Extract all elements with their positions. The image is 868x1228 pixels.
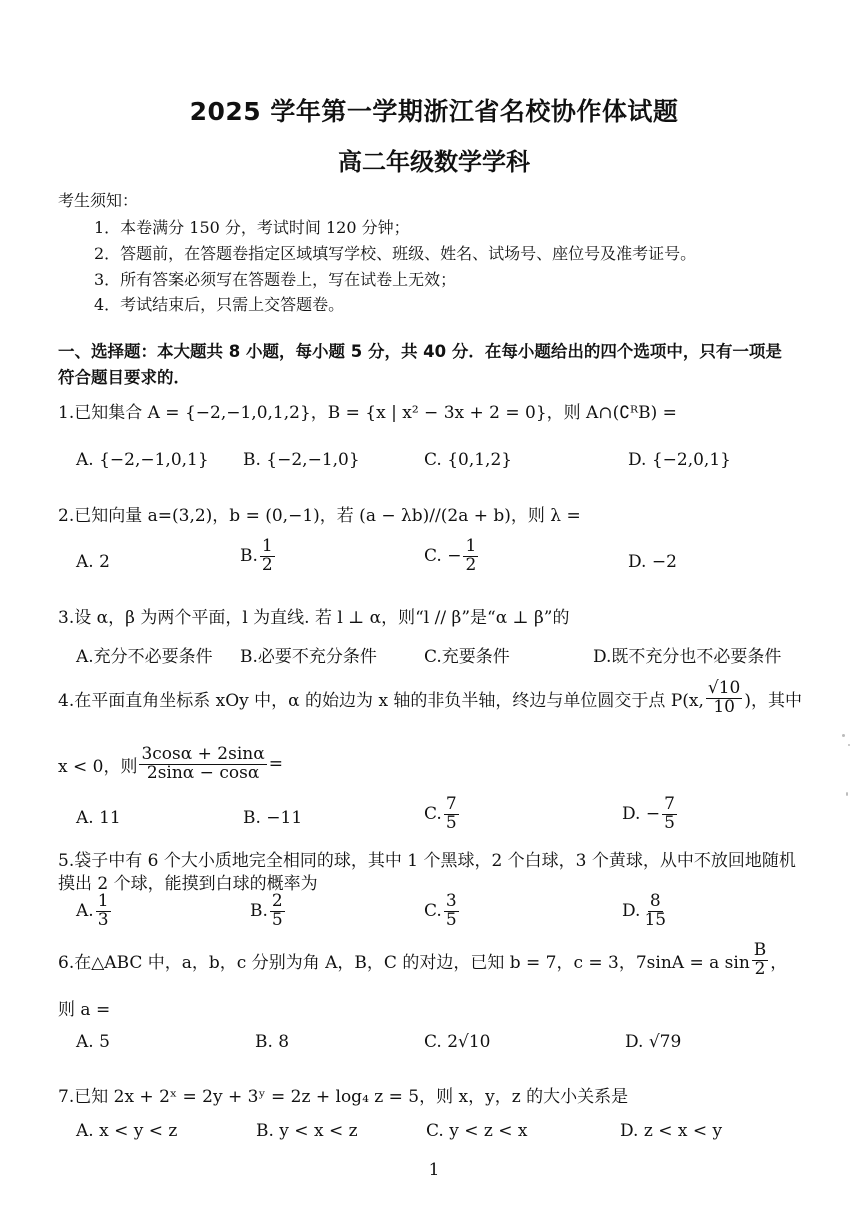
- exam-subject: 高二年级数学学科: [338, 148, 530, 176]
- q6-option-d: D. √79: [625, 1032, 682, 1052]
- q5-option-b: [250, 893, 287, 930]
- q1-option-c: C. {0,1,2}: [424, 450, 513, 470]
- q7-option-b: B. y < x < z: [256, 1121, 358, 1141]
- page-number: 1: [428, 1160, 440, 1180]
- option-label: D. −: [622, 804, 661, 825]
- notice-item: 2．答题前，在答题卷指定区域填写学校、班级、姓名、试场号、座位号及准考证号。: [94, 244, 697, 263]
- question-4-stem: 4.在平面直角坐标系 xOy 中，α 的始边为 x 轴的非负半轴，终边与单位圆交于点 P(x, $\frac{√10}{10}$ )，其中: [58, 678, 803, 717]
- q7-option-c: C. y < z < x: [426, 1121, 528, 1141]
- q3-option-b: B.必要不充分条件: [240, 647, 377, 667]
- question-7-stem: 7.已知 2x + 2ˣ = 2y + 3ʸ = 2z + log₄ z = 5，则 x，y，z 的大小关系是: [58, 1087, 629, 1107]
- fraction: $\frac{1}{2}$: [261, 536, 273, 575]
- question-6-stem: 6.在△ABC 中，a，b，c 分别为角 A，B，C 的对边，已知 b = 7，c = 3，7sinA = a sin $\frac{B}{2}$ ，: [58, 940, 788, 979]
- notice-item: 4．考试结束后，只需上交答题卷。: [94, 295, 345, 314]
- point-fraction: $\frac{√10}{10}$: [707, 678, 741, 717]
- fraction: $\frac{3}{5}$: [445, 891, 457, 930]
- q2-option-a: A. 2: [76, 552, 110, 572]
- q6-option-b: B. 8: [255, 1032, 290, 1052]
- notice-item: 1．本卷满分 150 分，考试时间 120 分钟；: [94, 218, 410, 237]
- q1-option-a: A. {−2,−1,0,1}: [76, 450, 209, 470]
- half-angle-fraction: $\frac{B}{2}$: [753, 940, 767, 979]
- section-heading: 一、选择题：本大题共 8 小题，每小题 5 分，共 40 分．在每小题给出的四个选项中，只有一项是: [58, 342, 782, 361]
- fraction: $\frac{1}{3}$: [97, 891, 109, 930]
- q5-option-d: [622, 893, 670, 930]
- question-5-stem: 5.袋子中有 6 个大小质地完全相同的球，其中 1 个黑球，2 个白球，3 个黄球，从中不放回地随机: [58, 851, 796, 871]
- q4-option-c: [424, 796, 461, 833]
- q6-option-c: C. 2√10: [424, 1032, 491, 1052]
- fraction: $\frac{7}{5}$: [664, 794, 675, 833]
- q6-option-a: A. 5: [76, 1032, 110, 1052]
- option-label: A.: [76, 901, 94, 922]
- notice-item: 3．所有答案必须写在答题卷上，写在试卷上无效；: [94, 270, 457, 289]
- option-label: C.: [424, 804, 442, 825]
- q3-option-a: A.充分不必要条件: [76, 647, 213, 667]
- q7-option-d: D. z < x < y: [620, 1121, 723, 1141]
- option-label: C. −: [424, 546, 462, 567]
- question-4-stem-cont: x < 0，则 $\frac{3\cos\alpha + 2\sin\alpha}{2\sin\alpha - \cos\alpha}$ =: [58, 744, 283, 783]
- fraction: $\frac{8}{15}$: [644, 891, 667, 930]
- q2-option-b: [240, 538, 277, 575]
- q5-option-c: [424, 893, 461, 930]
- q7-option-a: A. x < y < z: [76, 1121, 178, 1141]
- q1-option-d: D. {−2,0,1}: [628, 450, 731, 470]
- notice-heading: 考生须知：: [58, 191, 139, 210]
- q5-option-a: [76, 893, 113, 930]
- question-2-stem: 2.已知向量 a=(3,2)，b = (0,−1)，若 (a − λb)//(2a + b)，则 λ =: [58, 506, 581, 526]
- q4-option-d: [622, 796, 679, 833]
- question-1-stem: 1.已知集合 A = {−2,−1,0,1,2}，B = {x | x² − 3x + 2 = 0}，则 A∩(∁ᴿB) =: [58, 403, 677, 423]
- scan-speck: [846, 792, 848, 796]
- q1-option-b: B. {−2,−1,0}: [243, 450, 360, 470]
- q2-option-c: [424, 538, 480, 575]
- option-label: B.: [250, 901, 268, 922]
- option-label: D.: [622, 901, 641, 922]
- section-heading-cont: 符合题目要求的．: [58, 368, 190, 387]
- q3-option-d: D.既不充分也不必要条件: [593, 647, 782, 667]
- fraction: $\frac{2}{5}$: [271, 891, 283, 930]
- scan-speck: [842, 734, 845, 737]
- option-label: C.: [424, 901, 442, 922]
- trig-fraction: $\frac{3\cos\alpha + 2\sin\alpha}{2\sin\alpha - \cos\alpha}$: [141, 744, 265, 783]
- scan-speck: [848, 744, 850, 746]
- q4-option-a: A. 11: [76, 808, 121, 828]
- fraction: $\frac{1}{2}$: [465, 536, 477, 575]
- question-5-stem-cont: 摸出 2 个球，能摸到白球的概率为: [58, 874, 318, 894]
- q4-option-b: B. −11: [243, 808, 303, 828]
- q2-option-d: D. −2: [628, 552, 677, 572]
- fraction: $\frac{7}{5}$: [445, 794, 457, 833]
- option-label: B.: [240, 546, 258, 567]
- question-3-stem: 3.设 α，β 为两个平面，l 为直线. 若 l ⊥ α，则“l // β”是“α ⊥ β”的: [58, 608, 570, 628]
- question-6-stem-cont: 则 a =: [58, 1000, 111, 1020]
- q3-option-c: C.充要条件: [424, 647, 510, 667]
- exam-title: 2025 学年第一学期浙江省名校协作体试题: [189, 97, 679, 126]
